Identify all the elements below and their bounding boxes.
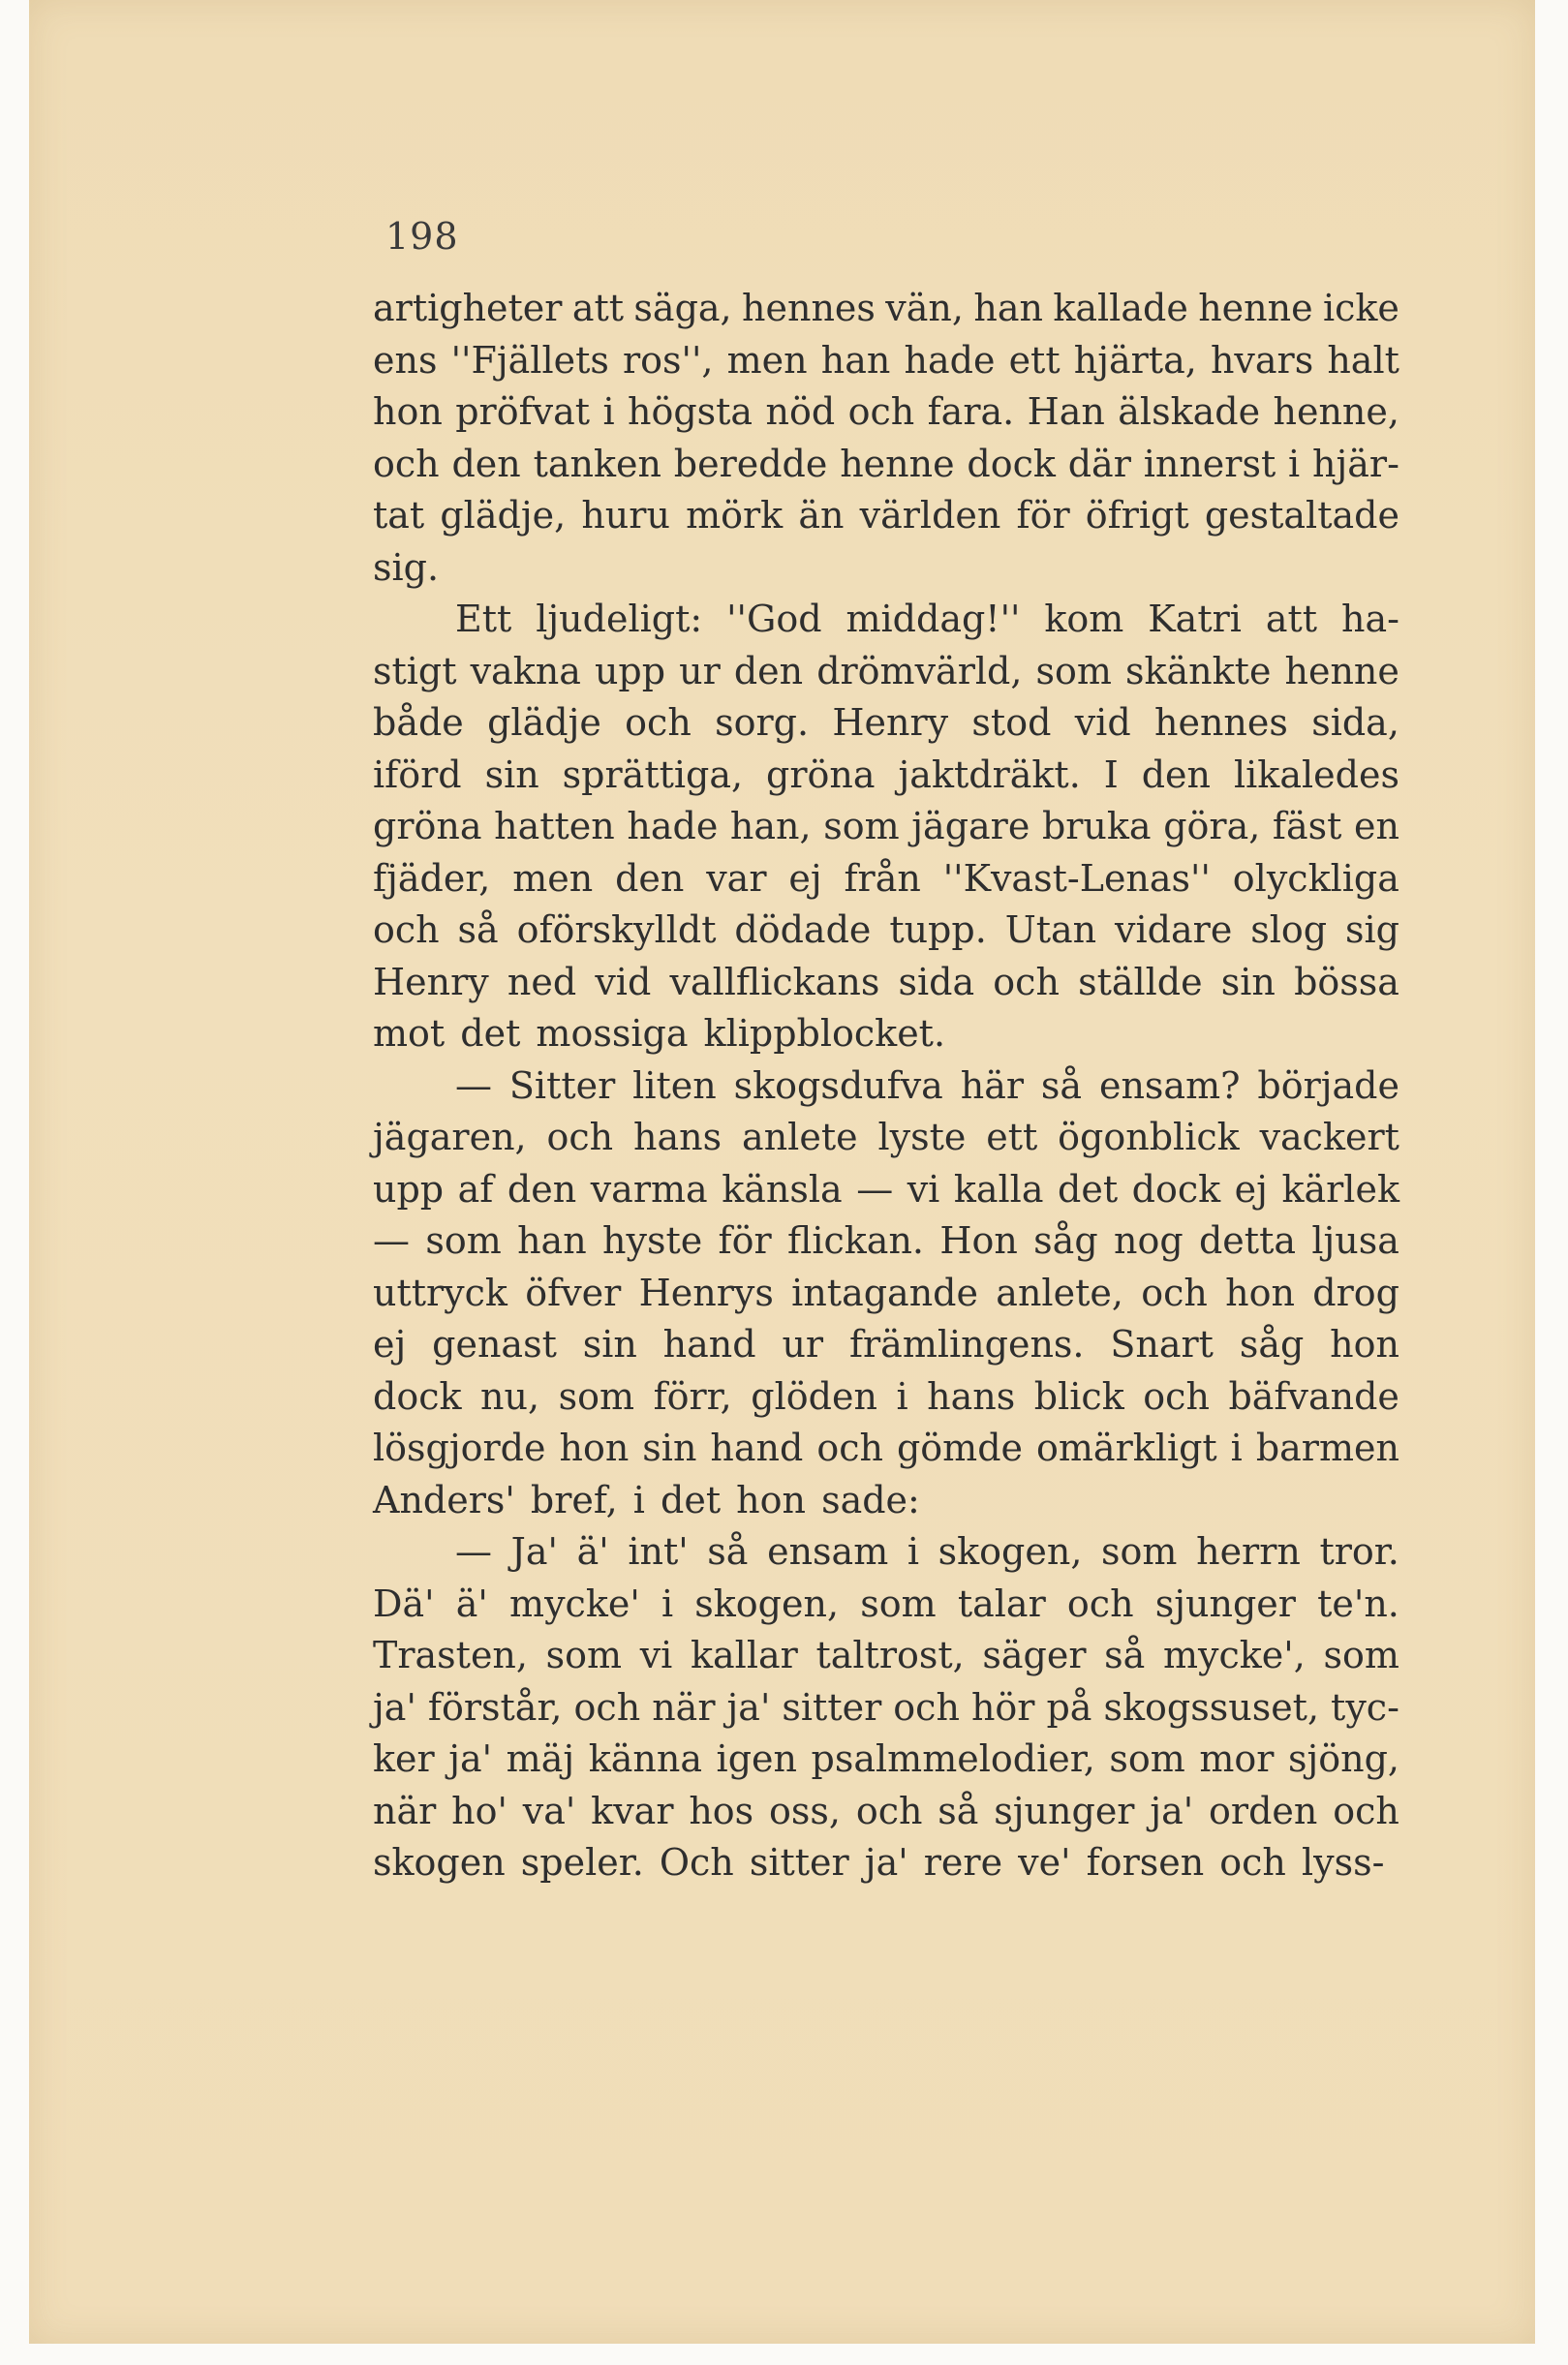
text-line: Anders' bref, i det hon sade:	[373, 1478, 920, 1521]
text-line: lösgjorde hon sin hand och gömde omärkligt i barmen	[373, 1427, 1399, 1469]
text-line: Ett ljudeligt: ''God middag!'' kom Katri att ha-	[455, 598, 1399, 640]
text-line: dock nu, som förr, glöden i hans blick och bäfvande	[373, 1374, 1399, 1418]
text-line: Trasten, som vi kallar taltrost, säger så mycke', som	[373, 1634, 1399, 1676]
text-line: ja' förstår, och när ja' sitter och hör på skogssuset, tyc-	[373, 1685, 1399, 1729]
text-line: både glädje och sorg. Henry stod vid hennes sida,	[373, 701, 1399, 744]
text-line: uttryck öfver Henrys intagande anlete, och hon drog	[373, 1271, 1399, 1314]
text-line: tat glädje, huru mörk än världen för öfrigt gestaltade	[373, 494, 1399, 537]
paragraph	[373, 283, 1399, 594]
text-line: iförd sin sprättiga, gröna jaktdräkt. I den likaledes	[373, 752, 1399, 796]
text-line: och den tanken beredde henne dock där innerst i hjär-	[373, 442, 1399, 485]
text-line: sig.	[373, 545, 440, 589]
page-number: 198	[385, 215, 459, 258]
text-line: fjäder, men den var ej från ''Kvast-Lenas'' olyckliga	[373, 856, 1399, 900]
text-line: artigheter att säga, hennes vän, han kallade henne icke	[373, 287, 1399, 329]
text-line: — som han hyste för flickan. Hon såg nog detta ljusa	[373, 1219, 1399, 1262]
text-line: ej genast sin hand ur främlingens. Snart såg hon	[373, 1323, 1399, 1366]
paragraph	[373, 594, 1399, 1060]
text-line: hon pröfvat i högsta nöd och fara. Han älskade henne,	[373, 390, 1399, 433]
text-line: upp af den varma känsla — vi kalla det dock ej kärlek	[373, 1167, 1399, 1211]
body-text	[373, 283, 1399, 1889]
text-line: — Sitter liten skogsdufva här så ensam? började	[455, 1063, 1399, 1107]
text-line: gröna hatten hade han, som jägare bruka göra, fäst en	[373, 805, 1399, 847]
text-line: och så oförskylldt dödade tupp. Utan vidare slog sig	[373, 908, 1399, 951]
paragraph	[373, 1526, 1399, 1889]
text-line: ens ''Fjällets ros'', men han hade ett hjärta, hvars halt	[373, 338, 1399, 382]
paragraph	[373, 1060, 1399, 1527]
text-line: när ho' va' kvar hos oss, och så sjunger ja' orden och	[373, 1789, 1399, 1832]
text-line: jägaren, och hans anlete lyste ett ögonblick vackert	[373, 1116, 1399, 1158]
text-line: stigt vakna upp ur den drömvärld, som skänkte henne	[373, 649, 1399, 692]
text-line: mot det mossiga klippblocket.	[373, 1012, 946, 1055]
text-line: ker ja' mäj känna igen psalmmelodier, som mor sjöng,	[373, 1737, 1399, 1780]
text-line: skogen speler. Och sitter ja' rere ve' forsen och lyss-	[373, 1841, 1385, 1884]
text-line: Dä' ä' mycke' i skogen, som talar och sjunger te'n.	[373, 1582, 1399, 1625]
text-line: Henry ned vid vallflickans sida och ställde sin bössa	[373, 960, 1399, 1003]
book-page	[29, 0, 1535, 2344]
text-line: — Ja' ä' int' så ensam i skogen, som herrn tror.	[455, 1530, 1399, 1573]
